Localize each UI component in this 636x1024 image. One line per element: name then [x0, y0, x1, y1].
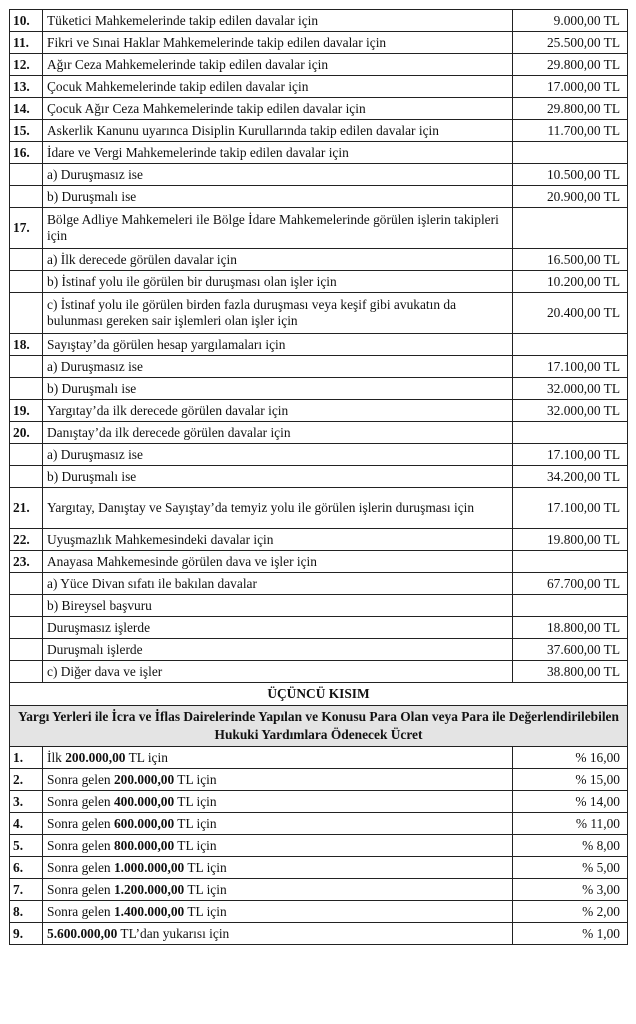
desc-suffix: TL için: [174, 771, 217, 787]
row-number: [10, 249, 43, 271]
table-row: [10, 32, 628, 54]
table-row: [10, 661, 628, 683]
row-number: 12.: [10, 54, 43, 76]
row-number: 13.: [10, 76, 43, 98]
amount-threshold: 5.600.000,00: [47, 925, 118, 941]
table-row: [10, 857, 628, 879]
row-amount: 32.000,00 TL: [513, 378, 628, 400]
row-amount: 20.400,00 TL: [513, 293, 628, 334]
row-number: [10, 444, 43, 466]
row-number: 18.: [10, 334, 43, 356]
row-amount: 37.600,00 TL: [513, 639, 628, 661]
row-amount: [513, 334, 628, 356]
table-row: [10, 271, 628, 293]
table-row: [10, 208, 628, 249]
desc-prefix: Sonra gelen: [47, 903, 114, 919]
desc-suffix: TL için: [174, 793, 217, 809]
row-description: [43, 901, 513, 923]
row-description: Askerlik Kanunu uyarınca Disiplin Kurullarında takip edilen davalar için: [43, 120, 513, 142]
row-description: Çocuk Ağır Ceza Mahkemelerinde takip edilen davalar için: [43, 98, 513, 120]
desc-prefix: Sonra gelen: [47, 859, 114, 875]
row-number: 23.: [10, 551, 43, 573]
fee-schedule-document: [9, 9, 628, 945]
row-description: a) Duruşmasız ise: [43, 444, 513, 466]
row-rate: % 8,00: [513, 835, 628, 857]
row-description: [43, 857, 513, 879]
row-number: 10.: [10, 10, 43, 32]
row-description: Bölge Adliye Mahkemeleri ile Bölge İdare Mahkemelerinde görülen işlerin takipleri için: [43, 208, 513, 249]
row-amount: 67.700,00 TL: [513, 573, 628, 595]
row-number: 3.: [10, 791, 43, 813]
row-description: Duruşmasız işlerde: [43, 617, 513, 639]
amount-threshold: 400.000,00: [113, 793, 175, 809]
row-amount: 38.800,00 TL: [513, 661, 628, 683]
table-row: [10, 617, 628, 639]
desc-suffix: TL için: [184, 881, 227, 897]
desc-prefix: Sonra gelen: [47, 815, 114, 831]
row-description: [43, 923, 513, 945]
row-number: 11.: [10, 32, 43, 54]
amount-threshold: 1.000.000,00: [113, 859, 185, 875]
row-amount: 29.800,00 TL: [513, 54, 628, 76]
amount-threshold: 1.400.000,00: [113, 903, 185, 919]
table-row: [10, 923, 628, 945]
desc-prefix: Sonra gelen: [47, 837, 114, 853]
row-description: b) Duruşmalı ise: [43, 186, 513, 208]
row-description: [43, 813, 513, 835]
row-number: 17.: [10, 208, 43, 249]
row-number: 16.: [10, 142, 43, 164]
table-row: [10, 551, 628, 573]
desc-prefix: Sonra gelen: [47, 881, 114, 897]
row-number: [10, 617, 43, 639]
row-description: Duruşmalı işlerde: [43, 639, 513, 661]
row-number: [10, 356, 43, 378]
table-row: [10, 444, 628, 466]
row-description: a) Duruşmasız ise: [43, 356, 513, 378]
table-row: [10, 769, 628, 791]
row-amount: 9.000,00 TL: [513, 10, 628, 32]
row-rate: % 2,00: [513, 901, 628, 923]
row-description: [43, 791, 513, 813]
row-amount: 29.800,00 TL: [513, 98, 628, 120]
table-row: [10, 142, 628, 164]
table-row: [10, 595, 628, 617]
row-description: Danıştay’da ilk derecede görülen davalar için: [43, 422, 513, 444]
row-description: Ağır Ceza Mahkemelerinde takip edilen davalar için: [43, 54, 513, 76]
row-description: Fikri ve Sınai Haklar Mahkemelerinde takip edilen davalar için: [43, 32, 513, 54]
row-description: [43, 835, 513, 857]
row-amount: 20.900,00 TL: [513, 186, 628, 208]
row-number: 2.: [10, 769, 43, 791]
section-title: ÜÇÜNCÜ KISIM: [10, 683, 628, 706]
row-description: a) Duruşmasız ise: [43, 164, 513, 186]
table-row: [10, 293, 628, 334]
row-number: 9.: [10, 923, 43, 945]
row-amount: 10.200,00 TL: [513, 271, 628, 293]
row-description: c) Diğer dava ve işler: [43, 661, 513, 683]
row-number: [10, 573, 43, 595]
row-description: b) Duruşmalı ise: [43, 378, 513, 400]
row-amount: 11.700,00 TL: [513, 120, 628, 142]
amount-threshold: 600.000,00: [113, 815, 175, 831]
table-row: [10, 400, 628, 422]
table-row: [10, 488, 628, 529]
row-description: c) İstinaf yolu ile görülen birden fazla duruşması veya keşif gibi avukatın da bulunması gereken sair işlemleri olan işler için: [43, 293, 513, 334]
row-amount: 19.800,00 TL: [513, 529, 628, 551]
table-row: [10, 466, 628, 488]
desc-suffix: TL için: [174, 837, 217, 853]
row-description: [43, 879, 513, 901]
table-row: [10, 422, 628, 444]
row-description: Uyuşmazlık Mahkemesindeki davalar için: [43, 529, 513, 551]
row-number: [10, 186, 43, 208]
row-number: 7.: [10, 879, 43, 901]
table-row: [10, 249, 628, 271]
table-row: [10, 747, 628, 769]
row-number: [10, 466, 43, 488]
table-row: [10, 639, 628, 661]
row-rate: % 1,00: [513, 923, 628, 945]
row-description: a) Yüce Divan sıfatı ile bakılan davalar: [43, 573, 513, 595]
row-description: Tüketici Mahkemelerinde takip edilen davalar için: [43, 10, 513, 32]
row-amount: 10.500,00 TL: [513, 164, 628, 186]
desc-prefix: Sonra gelen: [47, 771, 114, 787]
amount-threshold: 1.200.000,00: [113, 881, 185, 897]
row-amount: [513, 422, 628, 444]
desc-suffix: TL için: [184, 859, 227, 875]
table-row: [10, 879, 628, 901]
table-row: [10, 120, 628, 142]
row-description: Yargıtay, Danıştay ve Sayıştay’da temyiz yolu ile görülen işlerin duruşması için: [43, 488, 513, 529]
table-row: [10, 98, 628, 120]
row-description: Yargıtay’da ilk derecede görülen davalar için: [43, 400, 513, 422]
amount-threshold: 800.000,00: [113, 837, 175, 853]
row-number: 14.: [10, 98, 43, 120]
amount-threshold: 200.000,00: [113, 771, 175, 787]
row-amount: [513, 595, 628, 617]
row-amount: [513, 208, 628, 249]
row-description: b) İstinaf yolu ile görülen bir duruşması olan işler için: [43, 271, 513, 293]
row-description: b) Bireysel başvuru: [43, 595, 513, 617]
table-row: [10, 901, 628, 923]
row-number: [10, 595, 43, 617]
row-number: 19.: [10, 400, 43, 422]
row-number: 21.: [10, 488, 43, 529]
table-row: [10, 791, 628, 813]
row-amount: 32.000,00 TL: [513, 400, 628, 422]
row-number: 15.: [10, 120, 43, 142]
section-subtitle: Yargı Yerleri ile İcra ve İflas Dairelerinde Yapılan ve Konusu Para Olan veya Para ile Değerlendirilebilen Hukuki Yardımlara Ödenecek Ücret: [10, 706, 628, 747]
row-rate: % 15,00: [513, 769, 628, 791]
row-number: 6.: [10, 857, 43, 879]
table-row: [10, 356, 628, 378]
row-amount: 17.000,00 TL: [513, 76, 628, 98]
table-row: [10, 164, 628, 186]
row-rate: % 14,00: [513, 791, 628, 813]
row-description: [43, 769, 513, 791]
amount-threshold: 200.000,00: [65, 749, 126, 765]
row-amount: 17.100,00 TL: [513, 488, 628, 529]
desc-suffix: TL için: [174, 815, 217, 831]
row-number: 5.: [10, 835, 43, 857]
row-description: Sayıştay’da görülen hesap yargılamaları için: [43, 334, 513, 356]
row-number: [10, 378, 43, 400]
desc-suffix: TL’dan yukarısı için: [117, 925, 230, 941]
table-row: [10, 813, 628, 835]
row-amount: [513, 551, 628, 573]
part2-rows: [10, 10, 628, 683]
desc-suffix: TL için: [125, 749, 168, 765]
row-rate: % 5,00: [513, 857, 628, 879]
row-amount: 25.500,00 TL: [513, 32, 628, 54]
row-amount: 16.500,00 TL: [513, 249, 628, 271]
row-number: [10, 293, 43, 334]
part3-header: [10, 683, 628, 747]
row-number: [10, 164, 43, 186]
row-rate: % 16,00: [513, 747, 628, 769]
table-row: [10, 334, 628, 356]
fee-table: [9, 9, 628, 945]
table-row: [10, 573, 628, 595]
table-row: [10, 835, 628, 857]
row-description: Anayasa Mahkemesinde görülen dava ve işler için: [43, 551, 513, 573]
row-description: İdare ve Vergi Mahkemelerinde takip edilen davalar için: [43, 142, 513, 164]
row-amount: 34.200,00 TL: [513, 466, 628, 488]
row-description: b) Duruşmalı ise: [43, 466, 513, 488]
row-number: 1.: [10, 747, 43, 769]
row-number: 8.: [10, 901, 43, 923]
desc-prefix: İlk: [47, 749, 66, 765]
row-amount: 17.100,00 TL: [513, 356, 628, 378]
row-number: [10, 661, 43, 683]
table-row: [10, 10, 628, 32]
table-row: [10, 378, 628, 400]
row-amount: 17.100,00 TL: [513, 444, 628, 466]
table-row: [10, 529, 628, 551]
row-number: 4.: [10, 813, 43, 835]
row-number: 22.: [10, 529, 43, 551]
row-description: a) İlk derecede görülen davalar için: [43, 249, 513, 271]
row-description: [43, 747, 513, 769]
row-number: 20.: [10, 422, 43, 444]
table-row: [10, 76, 628, 98]
row-rate: % 3,00: [513, 879, 628, 901]
row-amount: [513, 142, 628, 164]
part3-rows: [10, 747, 628, 945]
row-description: Çocuk Mahkemelerinde takip edilen davalar için: [43, 76, 513, 98]
table-row: [10, 54, 628, 76]
row-rate: % 11,00: [513, 813, 628, 835]
row-amount: 18.800,00 TL: [513, 617, 628, 639]
row-number: [10, 639, 43, 661]
row-number: [10, 271, 43, 293]
desc-prefix: Sonra gelen: [47, 793, 114, 809]
desc-suffix: TL için: [184, 903, 227, 919]
table-row: [10, 186, 628, 208]
